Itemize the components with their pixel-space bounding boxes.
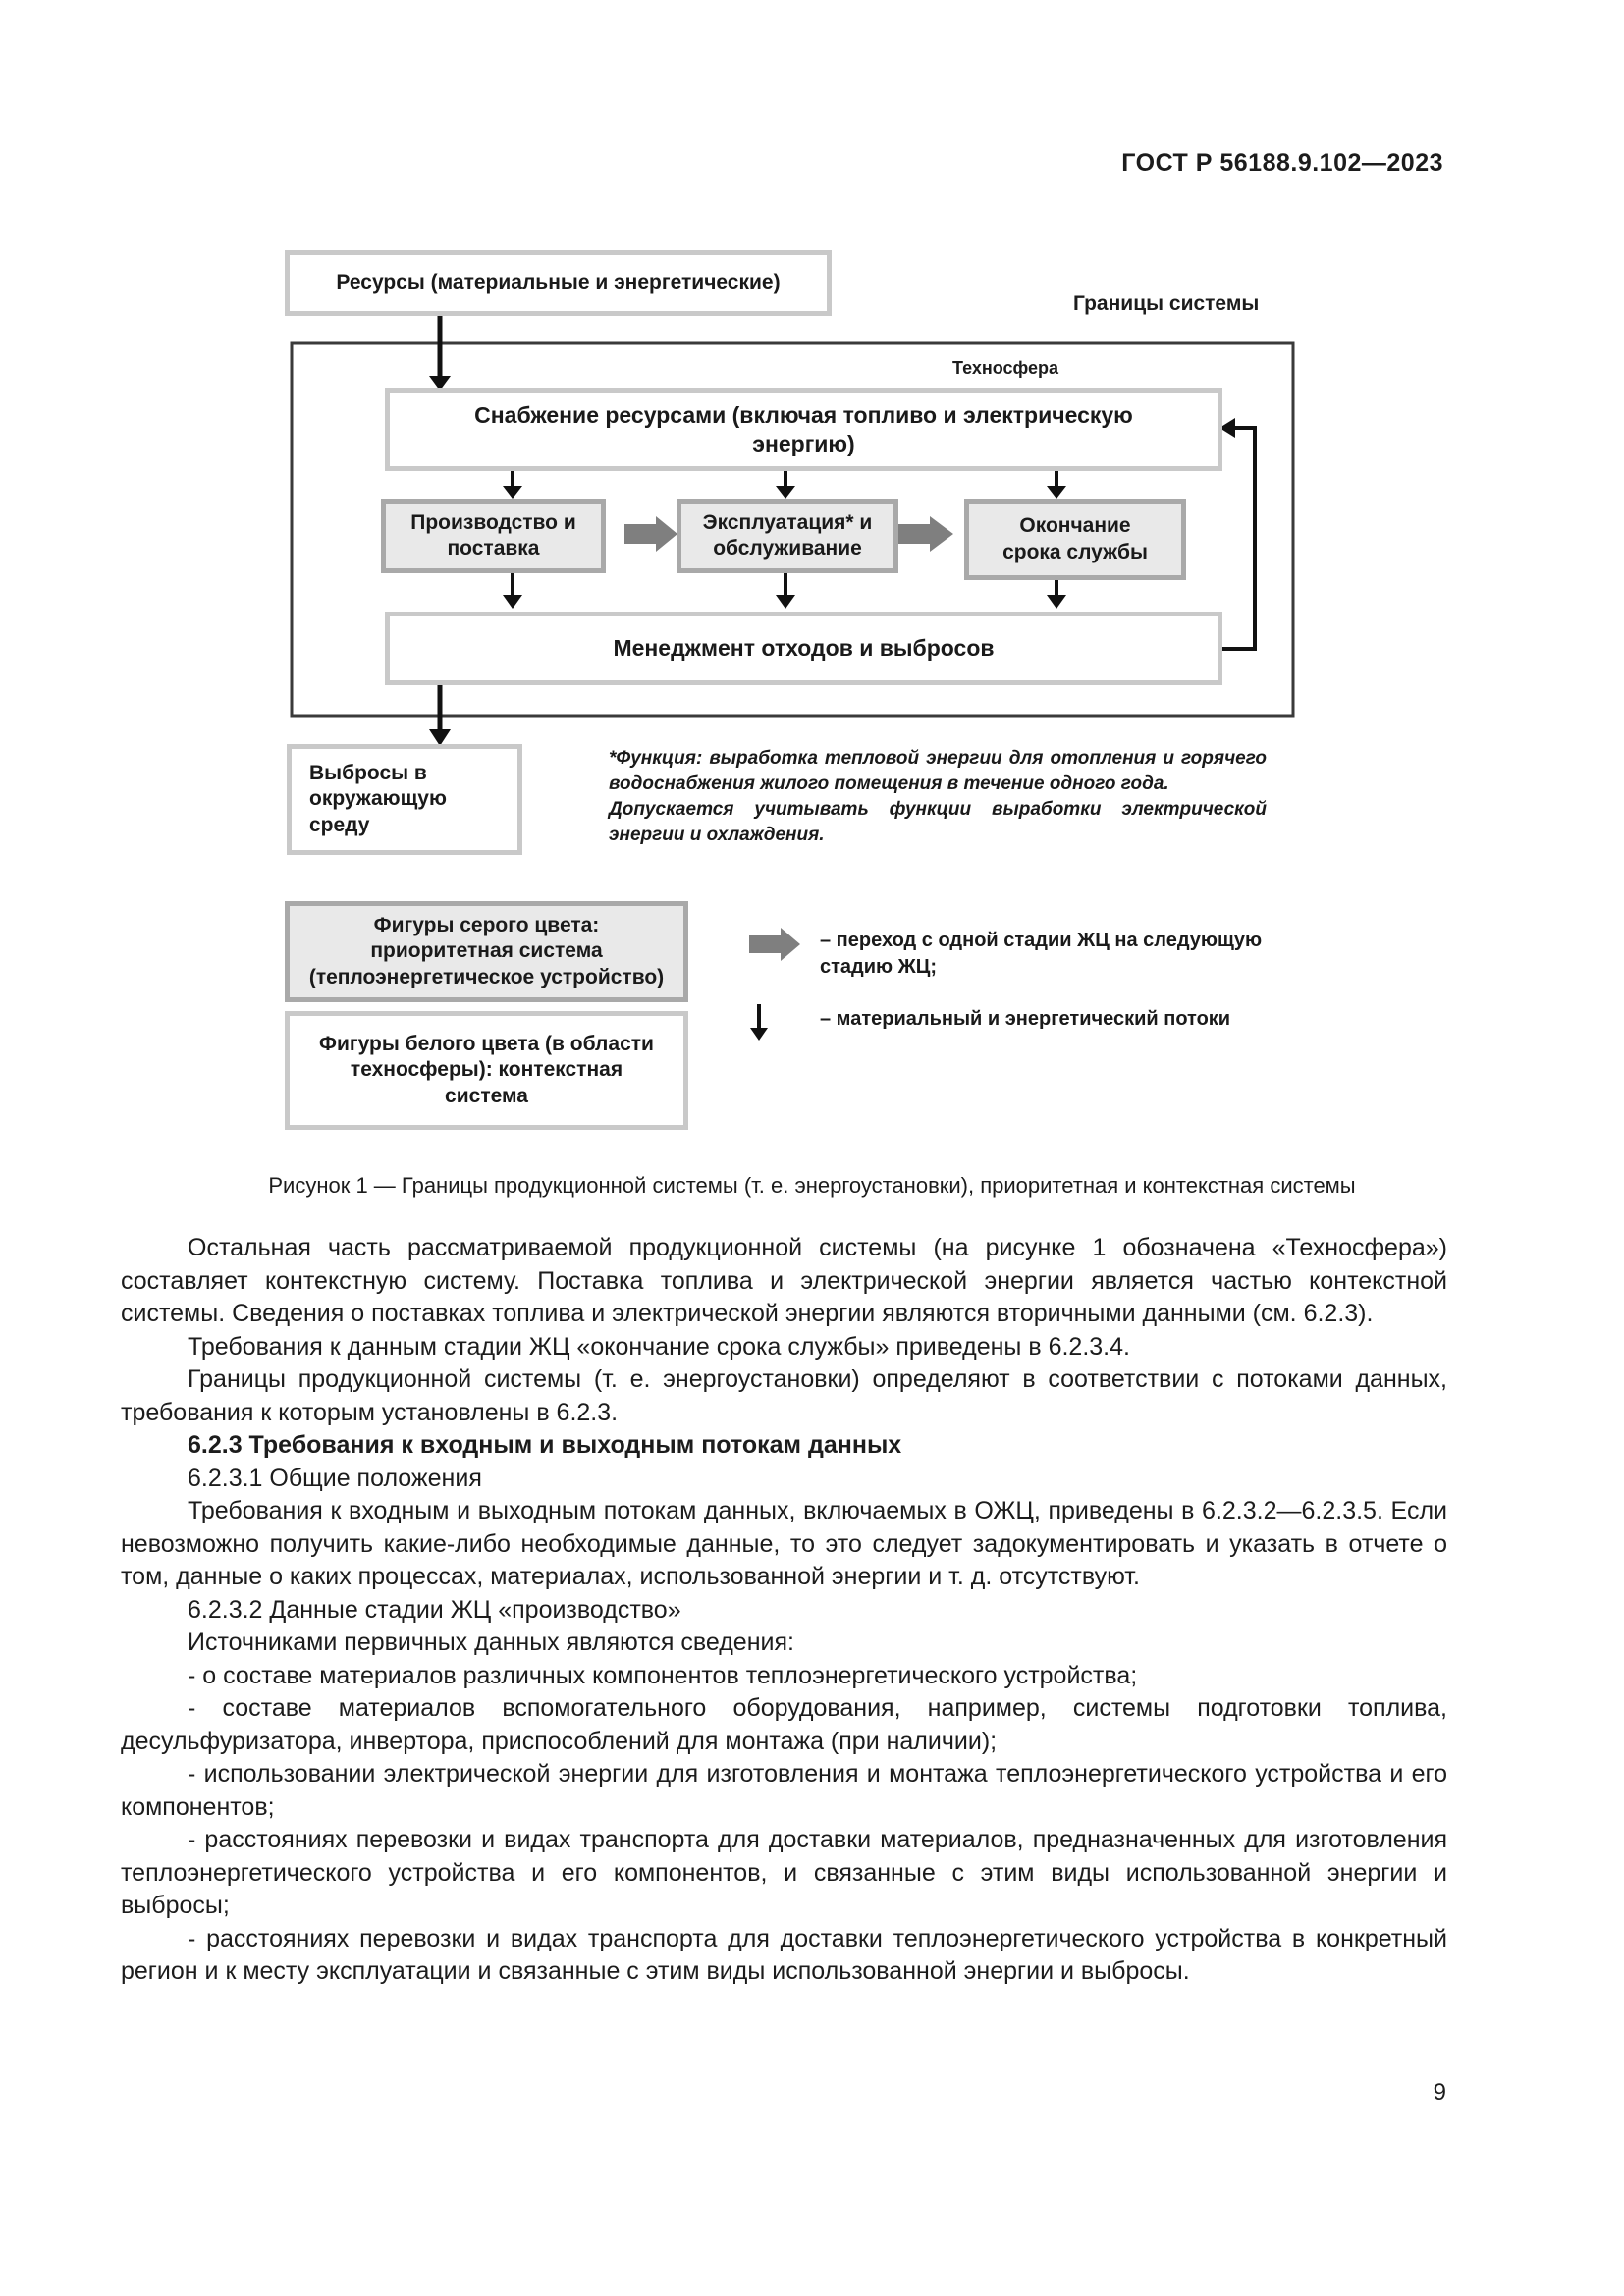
figure-note-function: *Функция: выработка тепловой энергии для отопления и горячего водоснабжения жилого помещения в течение одного года. [609,748,1267,794]
list-item: - использовании электрической энергии для изготовления и монтажа теплоэнергетического устройства и его компонентов; [121,1760,1447,1821]
list-item: - расстояниях перевозки и видах транспорта для доставки материалов, предназначенных для изготовления теплоэнергетического устройства и его компонентов, и связанные с этим виды использованной энергии и выбросы; [121,1826,1447,1919]
end-of-life-box: Окончание срока службы [964,499,1186,580]
paragraph: Требования к входным и выходным потокам данных, включаемых в ОЖЦ, приведены в 6.2.3.2—6.2.3.5. Если невозможно получить какие-либо необходимые данные, то это следует задокументировать и указать в отчете о том, данные о каких процессах, материалах, использованной энергии и т. д. отсутствуют. [121,1497,1447,1590]
figure-caption: Рисунок 1 — Границы продукционной системы (т. е. энергоустановки), приоритетная и контекстная системы [268,1173,1356,1198]
figure-note-allowance: Допускается учитывать функции выработки электрической энергии и охлаждения. [609,799,1267,845]
legend-gray-arrow-text: – переход с одной стадии ЖЦ на следующую стадию ЖЦ; [820,930,1263,978]
page-number: 9 [1433,2079,1446,2106]
operation-box: Эксплуатация* и обслуживание [677,499,898,573]
paragraph: Источниками первичных данных являются сведения: [188,1629,794,1656]
paragraph: Границы продукционной системы (т. е. энергоустановки) определяют в соответствии с потоками данных, требования к которым установлены в 6.2.3. [121,1365,1447,1426]
supply-box: Снабжение ресурсами (включая топливо и электрическую энергию) [385,388,1222,471]
emissions-box: Выбросы в окружающую среду [287,744,522,855]
legend-white-box: Фигуры белого цвета (в области техносферы): контекстная система [285,1011,688,1130]
body-text [121,1232,1447,1989]
list-item: - о составе материалов различных компонентов теплоэнергетического устройства; [188,1661,1138,1689]
resources-box: Ресурсы (материальные и энергетические) [285,250,832,316]
transition-arrow-1 [624,516,677,552]
paragraph: Требования к данным стадии ЖЦ «окончание срока службы» приведены в 6.2.3.4. [188,1332,1130,1361]
production-box: Производство и поставка [381,499,606,573]
paragraph: Остальная часть рассматриваемой продукционной системы (на рисунке 1 обозначена «Техносфера») составляет контекстную систему. Поставка топлива и электрической энергии является частью контекстной системы. Сведения о поставках топлива и электрической энергии являются вторичными данными (см. 6.2.3). [121,1234,1447,1327]
legend-gray-box: Фигуры серого цвета: приоритетная система (теплоэнергетическое устройство) [285,901,688,1002]
list-item: - составе материалов вспомогательного оборудования, например, системы подготовки топлива, десульфуризатора, инвертора, приспособлений для монтажа (при наличии); [121,1694,1447,1755]
feedback-loop-arrow [1218,428,1255,649]
technosphere-label: Техносфера [952,358,1059,378]
list-item: - расстояниях перевозки и видах транспорта для доставки теплоэнергетического устройства в конкретный регион и к месту эксплуатации и связанные с этим виды использованной энергии и выбросы. [121,1924,1447,1985]
system-boundary-label: Границы системы [1073,293,1260,315]
section-heading: 6.2.3 Требования к входным и выходным потокам данных [188,1431,902,1459]
transition-arrow-2 [896,516,953,552]
legend-black-arrow-text: – материальный и энергетический потоки [820,1008,1231,1030]
subsection-heading: 6.2.3.2 Данные стадии ЖЦ «производство» [188,1595,681,1624]
figure-note [609,746,1267,848]
waste-management-box: Менеджмент отходов и выбросов [385,612,1222,685]
subsection-heading: 6.2.3.1 Общие положения [188,1464,482,1492]
document-code: ГОСТ Р 56188.9.102—2023 [1121,149,1443,177]
legend-gray-arrow-icon [749,928,800,961]
